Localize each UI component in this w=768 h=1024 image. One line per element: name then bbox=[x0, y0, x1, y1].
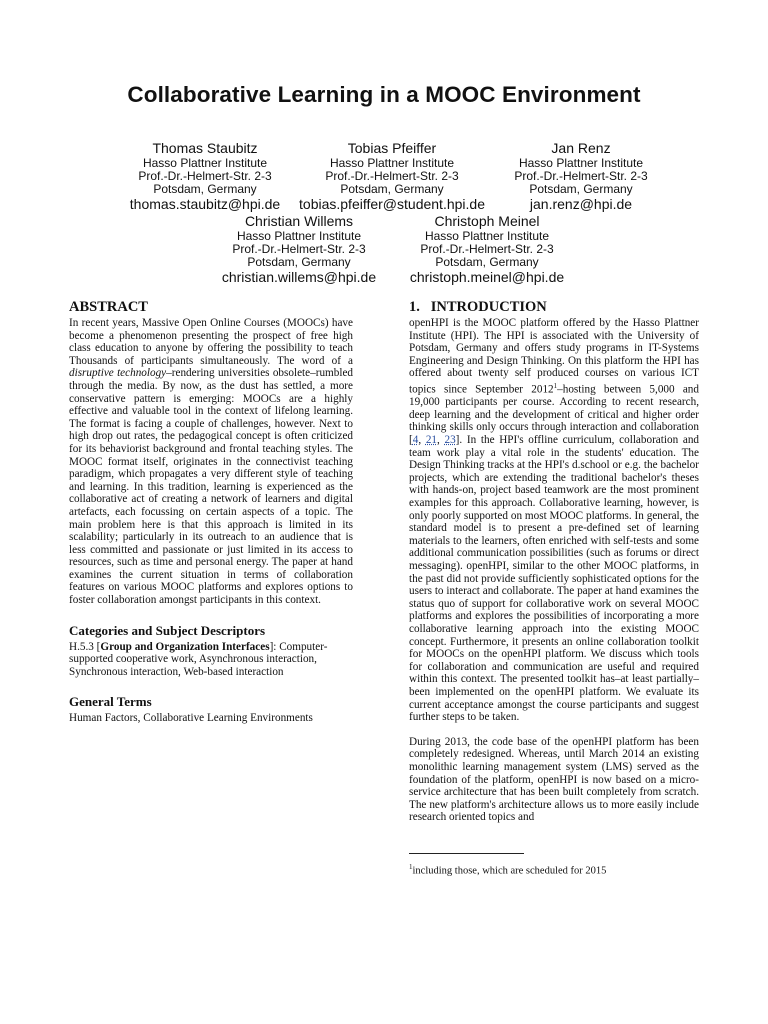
footnote-marker[interactable]: 1 bbox=[553, 381, 558, 390]
author-city: Potsdam, Germany bbox=[247, 255, 351, 269]
intro-text-part: , bbox=[437, 434, 445, 447]
intro-text-part: , bbox=[418, 434, 426, 447]
author-city: Potsdam, Germany bbox=[435, 255, 539, 269]
author-street: Prof.-Dr.-Helmert-Str. 2-3 bbox=[232, 242, 366, 256]
author-name: Jan Renz bbox=[551, 140, 611, 156]
categories-bold: Group and Organization Interfaces bbox=[100, 640, 270, 653]
categories-code: H.5.3 [ bbox=[69, 640, 101, 653]
intro-text-part: –hosting between 5,000 and 19,000 participants per course. According to recent research, deep learning and the development of critical and higher order thinking skills only occurs through interaction and collaboration [ bbox=[409, 383, 699, 447]
citation-link[interactable]: 23 bbox=[444, 434, 456, 447]
introduction-heading: 1. INTRODUCTION bbox=[409, 299, 547, 315]
paper-title: Collaborative Learning in a MOOC Environment bbox=[127, 82, 641, 107]
author-email[interactable]: tobias.pfeiffer@student.hpi.de bbox=[299, 196, 485, 212]
author-block bbox=[199, 213, 399, 286]
introduction-paragraph-2: During 2013, the code base of the openHPI platform has been completely redesigned. Whereas, until March 2014 an existing monolithic learning management system (LMS) served as the foundation of the platform, openHPI is now based on a micro-service architecture that has been built completely from scratch. The new platform's architecture allows us to more easily include research oriented topics and bbox=[409, 735, 699, 824]
abstract-italic: disruptive technology bbox=[69, 367, 167, 380]
author-street: Prof.-Dr.-Helmert-Str. 2-3 bbox=[514, 169, 648, 183]
author-email[interactable]: christian.willems@hpi.de bbox=[221, 269, 377, 285]
author-institute: Hasso Plattner Institute bbox=[142, 156, 268, 170]
author-institute: Hasso Plattner Institute bbox=[329, 156, 455, 170]
author-city: Potsdam, Germany bbox=[153, 182, 257, 196]
author-block bbox=[105, 140, 305, 213]
categories-text bbox=[69, 641, 353, 679]
abstract-text bbox=[69, 317, 353, 607]
categories-rest: ]: Computer-supported cooperative work, Asynchronous interaction, Synchronous interaction, Web-based interaction bbox=[69, 640, 328, 678]
author-name: Christoph Meinel bbox=[434, 213, 540, 229]
author-email[interactable]: christoph.meinel@hpi.de bbox=[409, 269, 565, 285]
author-street: Prof.-Dr.-Helmert-Str. 2-3 bbox=[325, 169, 459, 183]
right-column bbox=[409, 299, 699, 824]
footnote-divider bbox=[409, 853, 524, 854]
author-city: Potsdam, Germany bbox=[529, 182, 633, 196]
footnote-mark: 1 bbox=[409, 863, 413, 871]
author-name: Thomas Staubitz bbox=[152, 140, 258, 156]
citation-link[interactable]: 4 bbox=[412, 434, 419, 447]
author-institute: Hasso Plattner Institute bbox=[518, 156, 644, 170]
categories-heading: Categories and Subject Descriptors bbox=[69, 622, 266, 638]
left-column bbox=[69, 299, 353, 725]
citation-link[interactable]: 21 bbox=[425, 434, 437, 447]
introduction-paragraph bbox=[409, 317, 699, 724]
abstract-heading: ABSTRACT bbox=[69, 299, 148, 315]
author-street: Prof.-Dr.-Helmert-Str. 2-3 bbox=[420, 242, 554, 256]
intro-text-part: openHPI is the MOOC platform offered by the Hasso Plattner Institute (HPI). The HPI is associated with the University of Potsdam, Germany and offers study programs in IT-Systems Engineering and Design Thinking. On this platform the HPI has offered about twenty self produced courses on various ICT topics since September 2012 bbox=[409, 317, 699, 396]
author-email[interactable]: jan.renz@hpi.de bbox=[529, 196, 633, 212]
general-terms-text: Human Factors, Collaborative Learning Environments bbox=[69, 712, 313, 725]
author-institute: Hasso Plattner Institute bbox=[236, 229, 362, 243]
author-block bbox=[481, 140, 681, 213]
author-block bbox=[387, 213, 587, 286]
author-institute: Hasso Plattner Institute bbox=[424, 229, 550, 243]
footnote bbox=[409, 861, 697, 878]
general-terms-heading: General Terms bbox=[69, 694, 152, 710]
intro-text-part: ]. In the HPI's offline curriculum, collaboration and team work play a vital role in the students' education. The Design Thinking tracks at the HPI's d.school or e.g. the bachelor projects, which are extending the traditional bachelor's theses with hands-on, project based teamwork are the most prominent examples for this approach. Collaborative learning, however, is only poorly supported on most MOOC platforms. In general, the standard model is to present a pre-defined set of learning materials to the learners, often enriched with self-tests and some additional communication possibilities (such as forums or direct messaging). openHPI, similar to the other MOOC platforms, in the past did not provide sufficiently sophisticated options for the users to interact and collaborate. The paper at hand examines the status quo of support for collaborative work on several MOOC platforms and explores the possibilities of incorporating a more collaborative learning approach into the existing MOOC concept. Furthermore, it presents an online collaboration toolkit for MOOCs on the openHPI platform. We discuss which tools for collaboration and communication are useful and required within this context. The presented toolkit has–at least partially–been implemented on the openHPI platform. We evaluate its current acceptance amongst the course participants and suggest further steps to be taken. bbox=[409, 434, 700, 724]
abstract-text-part: In recent years, Massive Open Online Courses (MOOCs) have become a phenomenon presenting the prospect of free high class education to anyone by offering the possibility to teach Thousands of participants simultaneously. The word of a bbox=[69, 317, 353, 367]
author-name: Tobias Pfeiffer bbox=[347, 140, 437, 156]
author-street: Prof.-Dr.-Helmert-Str. 2-3 bbox=[138, 169, 272, 183]
author-name: Christian Willems bbox=[244, 213, 354, 229]
author-city: Potsdam, Germany bbox=[340, 182, 444, 196]
abstract-text-part: –rendering universities obsolete–rumbled through the media. By now, as the dust has settled, a more conservative pattern is emerging: MOOCs are a highly effective and valuable tool in the context of lifelong learning. The format is facing a couple of challenges, however. Next to high drop out rates, the pedagogical concept is often criticized for its behaviorist background and frontal teaching styles. The MOOC format itself, originates in the connectivist teaching paradigm, which propagates a very different style of teaching and learning. In this tradition, learning is experienced as the collaborative act of creating a network of learners and digital artefacts, each focussing on certain aspects of a topic. The main problem here is that this approach is limited in its scalability; particularly in its outreach to an audience that is less committed and passionate or just limited in its access to resources, such as time and personal energy. The paper at hand examines the current situation in terms of collaboration features on various MOOC platforms and explores options to foster collaboration amongst participants in this context. bbox=[69, 367, 353, 607]
author-email[interactable]: thomas.staubitz@hpi.de bbox=[129, 196, 281, 212]
author-block bbox=[292, 140, 492, 213]
footnote-text: including those, which are scheduled for 2015 bbox=[412, 865, 607, 877]
